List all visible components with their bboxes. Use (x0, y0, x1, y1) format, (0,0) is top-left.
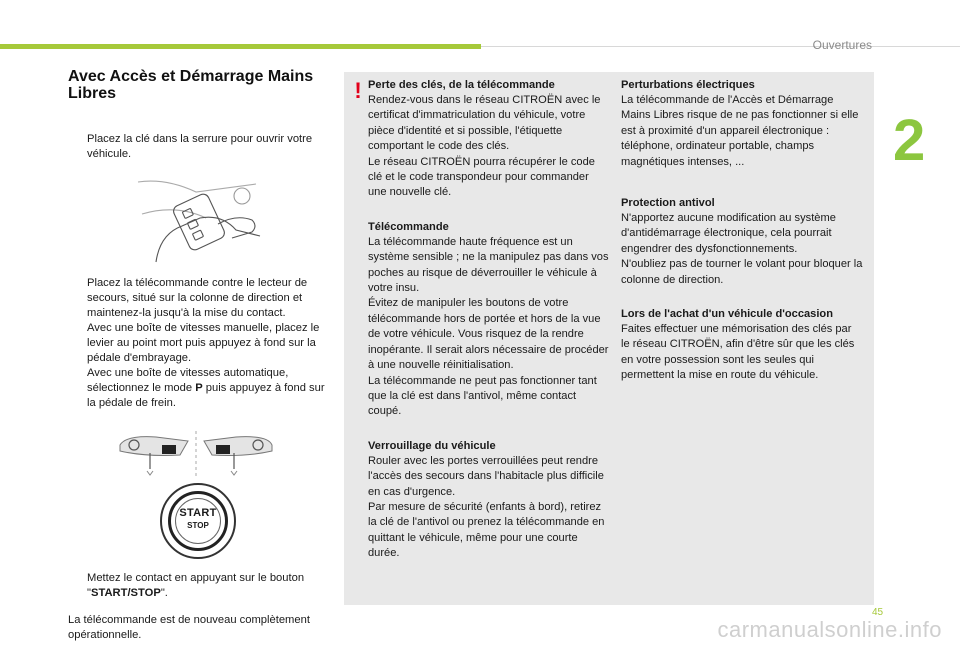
warning-block-title: Perturbations électriques (621, 79, 755, 91)
warning-block-text: Faites effectuer une mémorisation des clés par le réseau CITROËN, afin d'être sûr que les clés en votre possession sont les seules qui permettent la mise en route du véhicule. (621, 323, 855, 382)
section-title: Avec Accès et Démarrage Mains Libres (68, 68, 314, 102)
start-stop-label: START/STOP (90, 587, 161, 599)
closing-note: La télécommande est de nouveau complètement opérationnelle. (68, 614, 310, 641)
warning-block-title: Perte des clés, de la télécommande (368, 79, 555, 91)
warning-block-lost-keys (368, 78, 610, 201)
step-text: Avec une boîte de vitesses automatique, sélectionnez le mode (87, 367, 289, 394)
step-manual-gearbox (68, 321, 330, 366)
warning-block-text: N'apportez aucune modification au système d'antidémarrage électronique, cela pourrait engendrer des dysfonctionnements. N'oubliez pas de tourner le volant pour bloquer la colonne de direction. (621, 212, 863, 286)
warning-block-used-vehicle (621, 307, 863, 384)
page-number: 45 (872, 607, 884, 618)
mode-p-label: P (195, 382, 203, 394)
stop-label: STOP (187, 521, 209, 530)
step-text: ". (160, 587, 168, 599)
chapter-title: Ouvertures (812, 38, 872, 52)
step-text: Placez la clé dans la serrure pour ouvrir votre véhicule. (87, 133, 313, 160)
step-place-remote (68, 276, 330, 321)
warning-block-text: Rendez-vous dans le réseau CITROËN avec le certificat d'immatriculation du véhicule, votre pièce d'identité et si possible, l'étiquette comportant le code des clés. Le réseau CITROËN pourra récupérer le code clé et le code transpondeur pour commander une nouvelle clé. (368, 94, 601, 199)
step-unlock (68, 132, 330, 162)
step-start-engine (68, 571, 330, 601)
step-text: Mettez le contact en appuyant sur le bouton " (87, 572, 305, 599)
start-label: START (179, 507, 217, 519)
warning-block-locking (368, 439, 610, 562)
header-rule (481, 46, 960, 47)
warning-block-text: Rouler avec les portes verrouillées peut rendre l'accès des secours dans l'habitacle plus difficile en cas d'urgence. Par mesure de sécurité (enfants à bord), retirez la clé de l'antivol ou prenez la télécommande en quittant le véhicule, même pour une courte durée. (368, 454, 605, 560)
warning-block-remote (368, 220, 610, 420)
step-text: Placez la télécommande contre le lecteur de secours, situé sur la colonne de direction et maintenez-la jusqu'à la mise du contact. (87, 277, 308, 319)
warning-block-text: La télécommande haute fréquence est un système sensible ; ne la manipulez pas dans vos poches au risque de déverrouiller le véhicule à votre insu. Évitez de manipuler les boutons de votre télécommande hors de portée et hors de la vue de votre véhicule. Vous risquez de la rendre inopérante. Il serait alors nécessaire de procéder à une nouvelle réinitialisation. La télécommande ne peut pas fonctionner tant que la clé est dans l'antivol, même contact coupé. (368, 235, 609, 418)
warning-column-2 (621, 78, 863, 403)
pedals-illustration (116, 431, 276, 477)
warning-block-text: La télécommande de l'Accès et Démarrage Mains Libres risque de ne pas fonctionner si elle est à proximité d'un appareil électronique : téléphone, ordinateur portable, champs magnétiques intenses, ... (621, 94, 859, 168)
key-in-lock-illustration (136, 174, 266, 266)
warning-exclamation-icon: ! (354, 78, 362, 103)
chapter-number: 2 (893, 108, 926, 173)
watermark: carmanualsonline.info (717, 617, 942, 642)
warning-block-title: Télécommande (368, 220, 449, 233)
warning-block-antitheft (621, 196, 863, 288)
step-text: Avec une boîte de vitesses manuelle, placez le levier au point mort puis appuyez à fond sur la pédale d'embrayage. (87, 322, 320, 364)
header-accent-bar (0, 44, 481, 49)
warning-block-title: Lors de l'achat d'un véhicule d'occasion (621, 308, 833, 321)
step-text: puis appuyez à fond sur la pédale de frein. (87, 382, 325, 409)
warning-block-title: Verrouillage du véhicule (368, 439, 496, 452)
warning-block-electrical (621, 78, 863, 170)
warning-block-title: Protection antivol (621, 197, 715, 210)
left-column (68, 68, 330, 643)
step-automatic-gearbox (68, 366, 330, 411)
start-stop-button-illustration (160, 483, 236, 559)
warning-column-1 (368, 78, 610, 581)
